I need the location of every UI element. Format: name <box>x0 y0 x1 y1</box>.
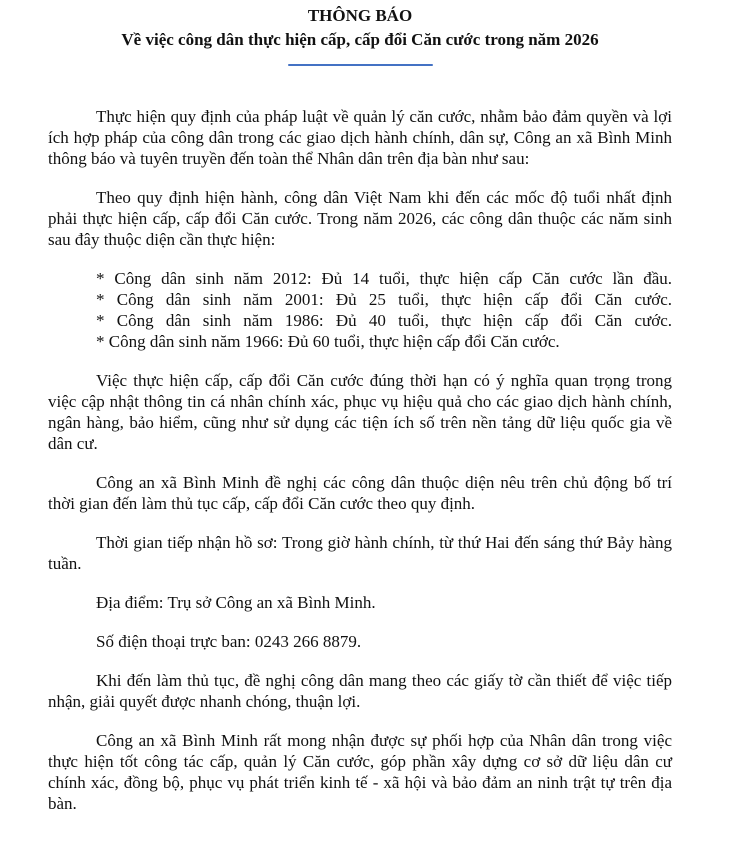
list-item: * Công dân sinh năm 1986: Đủ 40 tuổi, thực hiện cấp đổi Căn cước. <box>96 311 672 330</box>
list-item: * Công dân sinh năm 1966: Đủ 60 tuổi, thực hiện cấp đổi Căn cước. <box>96 332 560 351</box>
significance-paragraph: Việc thực hiện cấp, cấp đổi Căn cước đúng thời hạn có ý nghĩa quan trọng trong việc cập nhật thông tin cá nhân chính xác, phục vụ hiệu quả cho các giao dịch hành chính, ngân hàng, bảo hiểm, cũng như sử dụng các tiện ích số trên nền tảng dữ liệu quốc gia về dân cư. <box>48 371 672 453</box>
closing-paragraph: Công an xã Bình Minh rất mong nhận được sự phối hợp của Nhân dân trong việc thực hiện tốt công tác cấp, quản lý Căn cước, góp phần xây dựng cơ sở dữ liệu dân cư chính xác, đồng bộ, phục vụ phát triển kinh tế - xã hội và bảo đảm an ninh trật tự trên địa bàn. <box>48 731 672 813</box>
intro-paragraph: Thực hiện quy định của pháp luật về quản lý căn cước, nhằm bảo đảm quyền và lợi ích hợp pháp của công dân trong các giao dịch hành chính, dân sự, Công an xã Bình Minh thông báo và tuyên truyền đến toàn thể Nhân dân trên địa bàn như sau: <box>48 107 672 168</box>
regulation-paragraph: Theo quy định hiện hành, công dân Việt Nam khi đến các mốc độ tuổi nhất định phải thực hiện cấp, cấp đổi Căn cước. Trong năm 2026, các công dân thuộc các năm sinh sau đây thuộc diện cần thực hiện: <box>48 188 672 249</box>
list-item: * Công dân sinh năm 2001: Đủ 25 tuổi, thực hiện cấp đổi Căn cước. <box>96 290 672 309</box>
document-title: THÔNG BÁO <box>307 6 413 25</box>
documents-paragraph: Khi đến làm thủ tục, đề nghị công dân mang theo các giấy tờ cần thiết để việc tiếp nhận, giải quyết được nhanh chóng, thuận lợi. <box>48 671 672 711</box>
title-underline-divider <box>288 64 433 66</box>
document-subtitle: Về việc công dân thực hiện cấp, cấp đổi Căn cước trong năm 2026 <box>121 30 599 49</box>
list-item: * Công dân sinh năm 2012: Đủ 14 tuổi, thực hiện cấp Căn cước lần đầu. <box>96 269 672 288</box>
location-paragraph: Địa điểm: Trụ sở Công an xã Bình Minh. <box>96 593 376 612</box>
request-paragraph: Công an xã Bình Minh đề nghị các công dân thuộc diện nêu trên chủ động bố trí thời gian đến làm thủ tục cấp, cấp đổi Căn cước theo quy định. <box>48 473 672 513</box>
phone-paragraph: Số điện thoại trực ban: 0243 266 8879. <box>96 632 362 651</box>
document <box>48 6 672 832</box>
document-body <box>48 106 672 814</box>
hours-paragraph: Thời gian tiếp nhận hồ sơ: Trong giờ hành chính, từ thứ Hai đến sáng thứ Bảy hàng tuần. <box>48 533 672 573</box>
birth-year-list <box>96 268 672 352</box>
